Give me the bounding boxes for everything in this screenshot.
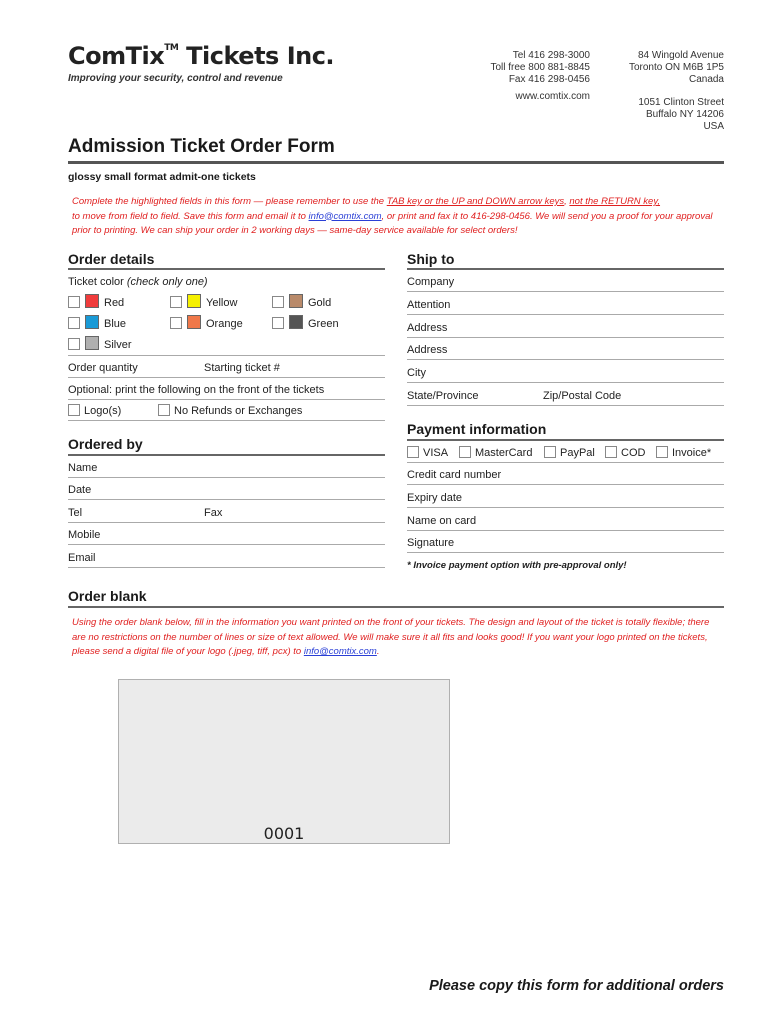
mastercard-checkbox[interactable] bbox=[459, 446, 471, 458]
ordered-by-divider bbox=[68, 454, 385, 456]
no-refunds-label: No Refunds or Exchanges bbox=[174, 405, 303, 417]
form-title: Admission Ticket Order Form bbox=[68, 136, 335, 157]
paypal-checkbox[interactable] bbox=[544, 446, 556, 458]
mobile-field[interactable]: Mobile bbox=[68, 529, 101, 541]
form-subtitle: glossy small format admit-one tickets bbox=[68, 171, 256, 183]
title-divider bbox=[68, 161, 724, 164]
visa-checkbox[interactable] bbox=[407, 446, 419, 458]
address-field-2[interactable]: Address bbox=[407, 344, 448, 356]
color-green-label: Green bbox=[308, 318, 339, 330]
cod-checkbox[interactable] bbox=[605, 446, 617, 458]
ship-to-title: Ship to bbox=[407, 251, 455, 267]
invoice-checkbox[interactable] bbox=[656, 446, 668, 458]
color-green-swatch bbox=[289, 315, 303, 329]
color-red-label: Red bbox=[104, 297, 125, 309]
color-gold-checkbox[interactable] bbox=[272, 296, 284, 308]
address-usa: 1051 Clinton Street Buffalo NY 14206 USA bbox=[638, 97, 724, 132]
optional-print-label: Optional: print the following on the front of the tickets bbox=[68, 384, 325, 396]
paypal-label: PayPal bbox=[560, 447, 595, 459]
city-field[interactable]: City bbox=[407, 367, 426, 379]
state-field[interactable]: State/Province bbox=[407, 390, 479, 402]
starting-ticket-label: Starting ticket # bbox=[204, 362, 280, 374]
color-silver-swatch bbox=[85, 336, 99, 350]
date-field[interactable]: Date bbox=[68, 484, 92, 496]
color-orange-label: Orange bbox=[206, 318, 243, 330]
invoice-note: * Invoice payment option with pre-approval only! bbox=[407, 560, 627, 571]
attention-field[interactable]: Attention bbox=[407, 299, 451, 311]
order-blank-email-link[interactable]: info@comtix.com bbox=[303, 646, 377, 657]
order-details-title: Order details bbox=[68, 251, 155, 267]
color-red-swatch bbox=[85, 294, 99, 308]
address-canada: 84 Wingold Avenue Toronto ON M6B 1P5 Canada bbox=[628, 50, 724, 85]
address-field-1[interactable]: Address bbox=[407, 322, 448, 334]
color-yellow-label: Yellow bbox=[206, 297, 238, 309]
color-silver-label: Silver bbox=[104, 339, 132, 351]
order-blank-title: Order blank bbox=[68, 588, 147, 604]
payment-title: Payment information bbox=[407, 421, 547, 437]
color-red-checkbox[interactable] bbox=[68, 296, 80, 308]
contact-phones: Tel 416 298-3000 Toll free 800 881-8845 Fax 416 298-0456 bbox=[490, 50, 590, 85]
fax-field[interactable]: Fax bbox=[204, 507, 223, 519]
credit-card-field[interactable]: Credit card number bbox=[407, 469, 502, 481]
email-field[interactable]: Email bbox=[68, 552, 96, 564]
color-blue-swatch bbox=[85, 315, 99, 329]
company-logo: ComTix™ Tickets Inc. bbox=[68, 42, 335, 70]
mastercard-label: MasterCard bbox=[475, 447, 533, 459]
invoice-label: Invoice* bbox=[672, 447, 712, 459]
color-orange-checkbox[interactable] bbox=[170, 317, 182, 329]
color-blue-label: Blue bbox=[104, 318, 127, 330]
color-silver-checkbox[interactable] bbox=[68, 338, 80, 350]
expiry-field[interactable]: Expiry date bbox=[407, 492, 463, 504]
ordered-by-title: Ordered by bbox=[68, 436, 143, 452]
instructions-notice: Complete the highlighted fields in this form — please remember to use the TAB key or the UP and DOWN arrow keys, not the RETURN key, to move from field to field. Save this form and email it to info@comtix.com, or print and fax it to 416-298-0456. We will send you a proof for your approval prior to printing. We can ship your order in 2 working days — same-day service available for select orders! bbox=[72, 196, 713, 236]
order-blank-divider bbox=[68, 606, 724, 608]
order-quantity-field[interactable] bbox=[68, 377, 385, 378]
zip-field[interactable]: Zip/Postal Code bbox=[543, 390, 622, 402]
footer-note: Please copy this form for additional orders bbox=[429, 978, 724, 994]
ship-to-divider bbox=[407, 268, 724, 270]
company-field[interactable]: Company bbox=[407, 276, 455, 288]
payment-divider bbox=[407, 439, 724, 441]
name-field[interactable]: Name bbox=[68, 462, 98, 474]
color-gold-swatch bbox=[289, 294, 303, 308]
order-details-divider bbox=[68, 268, 385, 270]
signature-field[interactable]: Signature bbox=[407, 537, 455, 549]
color-gold-label: Gold bbox=[308, 297, 332, 309]
notice-email-link[interactable]: info@comtix.com bbox=[308, 210, 382, 222]
logo-label: Logo(s) bbox=[84, 405, 122, 417]
order-quantity-label: Order quantity bbox=[68, 362, 138, 374]
name-on-card-field[interactable]: Name on card bbox=[407, 515, 477, 527]
color-green-checkbox[interactable] bbox=[272, 317, 284, 329]
visa-label: VISA bbox=[423, 447, 449, 459]
color-yellow-checkbox[interactable] bbox=[170, 296, 182, 308]
tagline: Improving your security, control and revenue bbox=[68, 73, 283, 84]
website: www.comtix.com bbox=[515, 91, 590, 102]
order-blank-ticket[interactable] bbox=[118, 679, 450, 844]
color-orange-swatch bbox=[187, 315, 201, 329]
order-blank-instructions: Using the order blank below, fill in the information you want printed on the front of your tickets. The design and layout of the ticket is totally flexible; there are no restrictions on the number of lines or size of text allowed. We will make sure it all fits and looks good! If you want your logo printed on the tickets, please send a digital file of your logo (.jpeg, tiff, pcx) to info@comtix.com. bbox=[72, 617, 710, 657]
ticket-color-label: Ticket color (check only one) bbox=[68, 276, 208, 288]
ticket-number: 0001 bbox=[263, 824, 305, 843]
color-yellow-swatch bbox=[187, 294, 201, 308]
logo-checkbox[interactable] bbox=[68, 404, 80, 416]
tel-field[interactable]: Tel bbox=[68, 507, 83, 519]
color-blue-checkbox[interactable] bbox=[68, 317, 80, 329]
cod-label: COD bbox=[621, 447, 646, 459]
no-refunds-checkbox[interactable] bbox=[158, 404, 170, 416]
